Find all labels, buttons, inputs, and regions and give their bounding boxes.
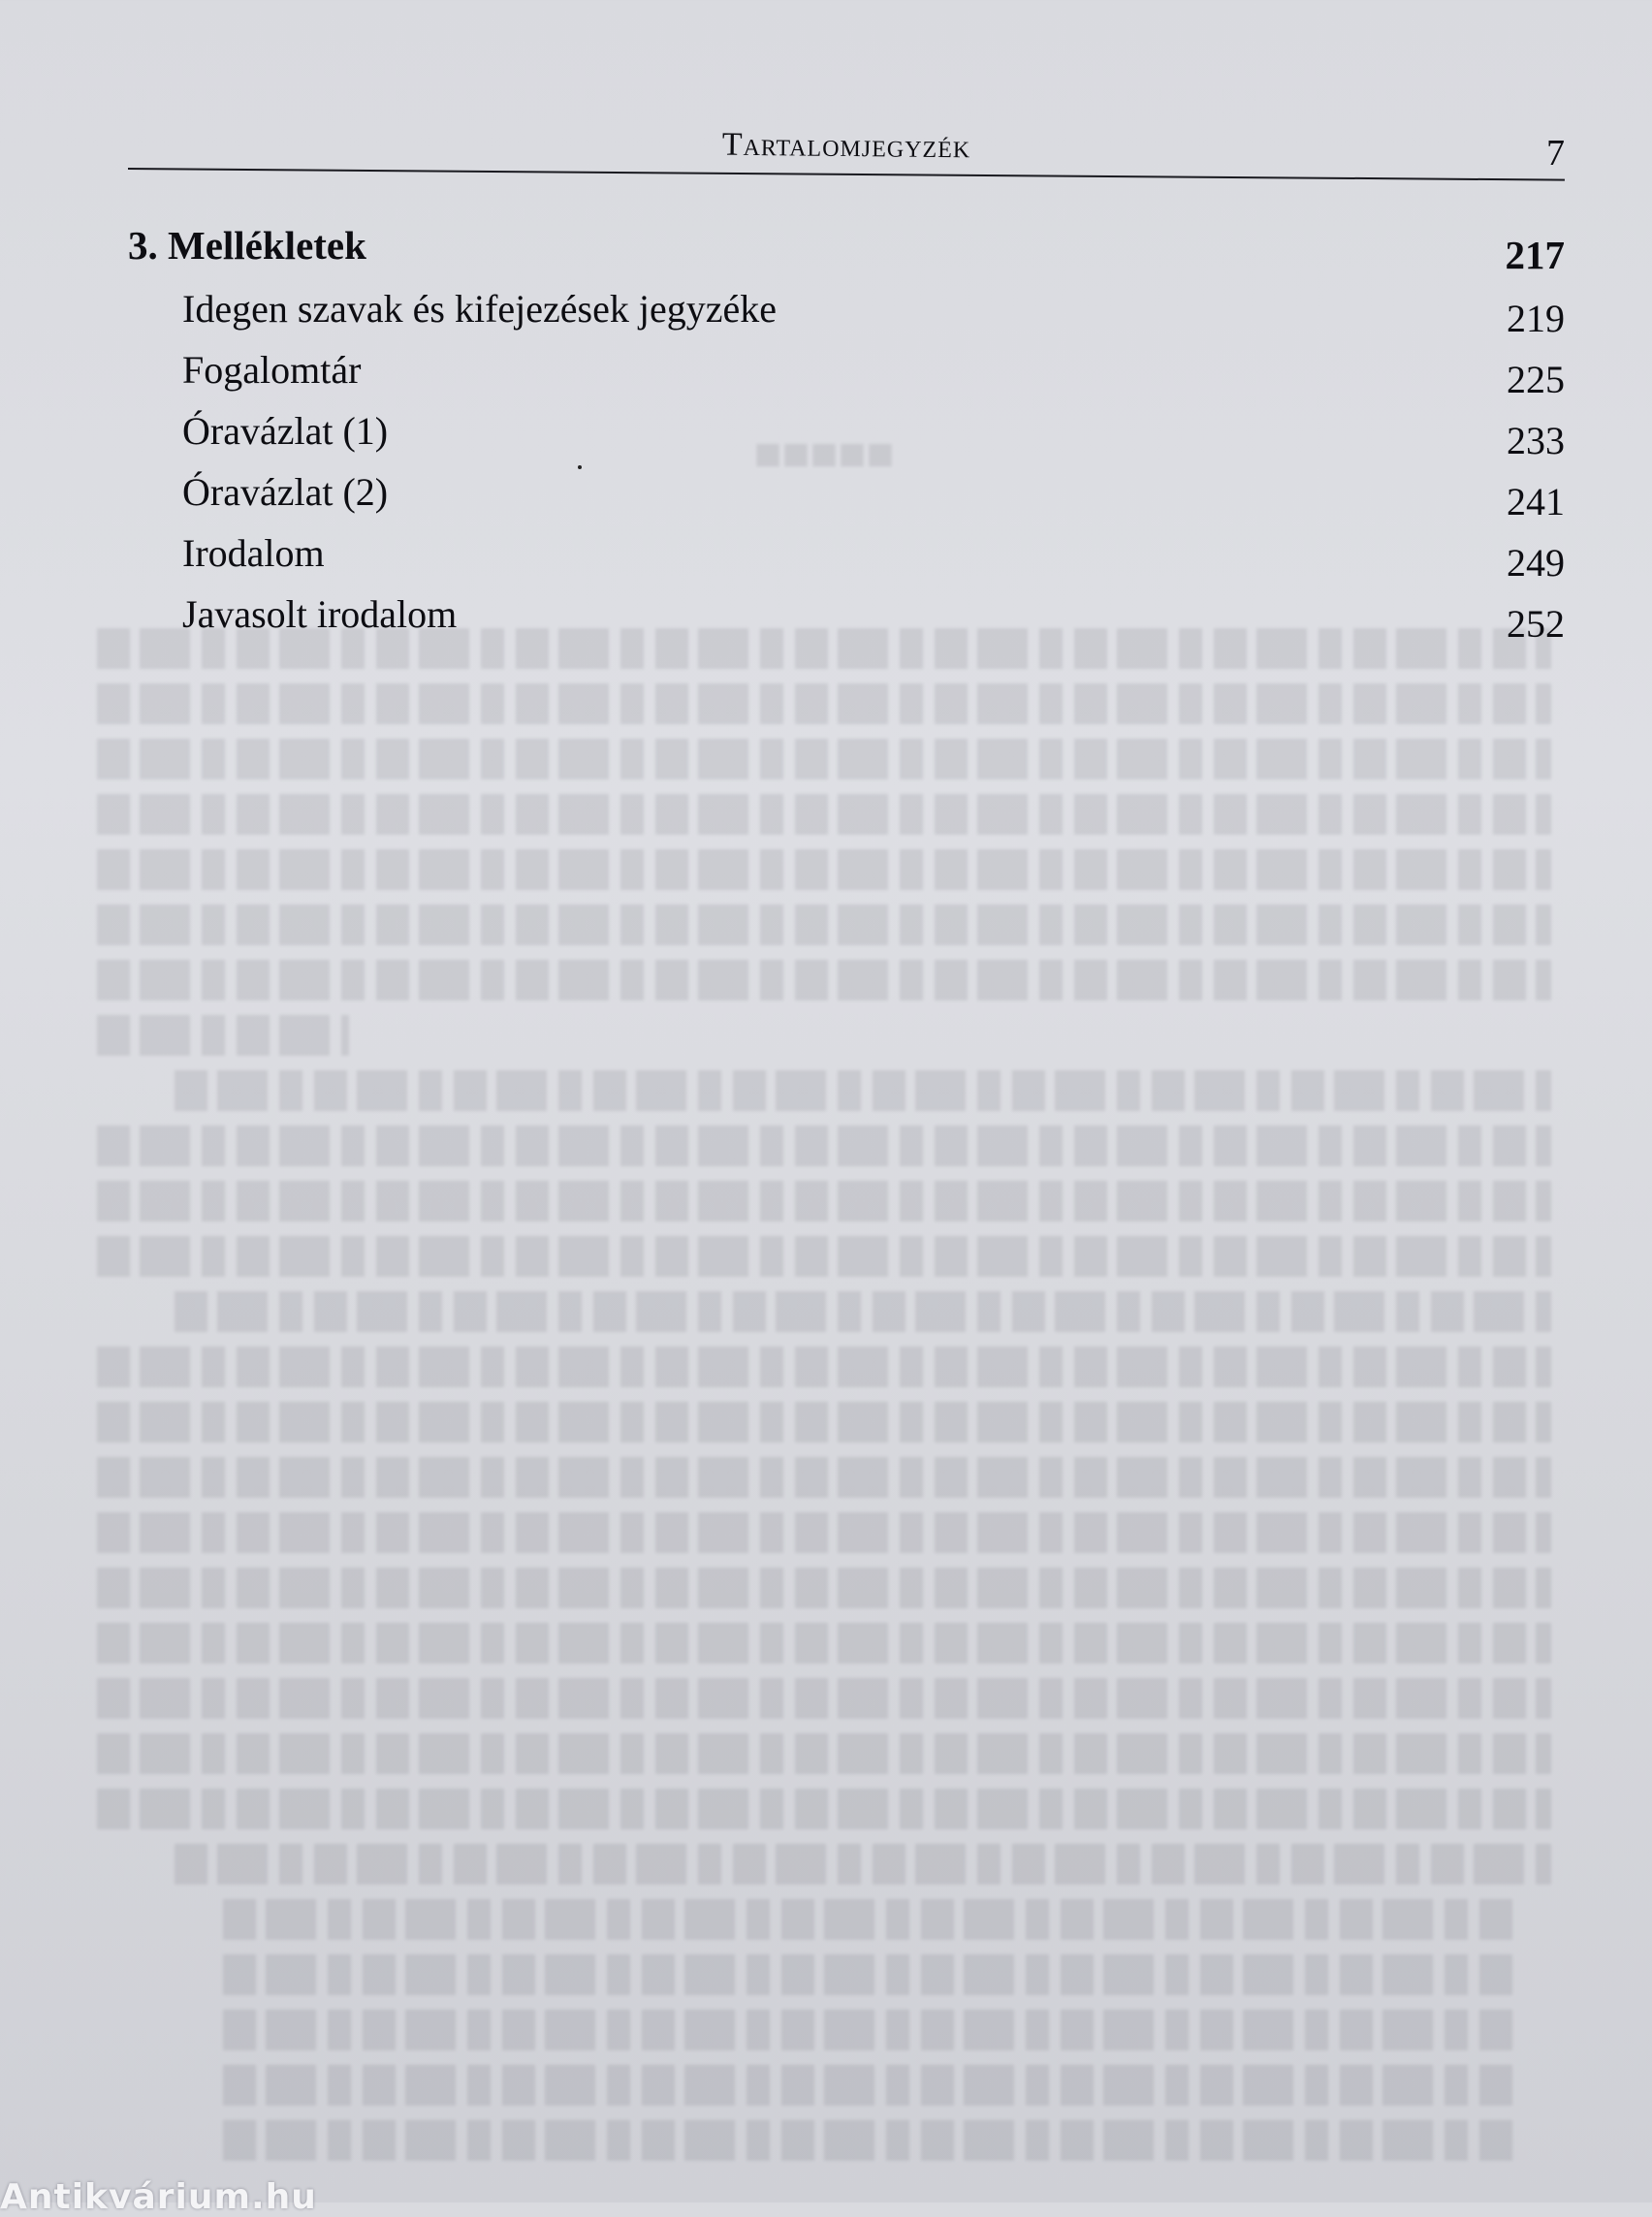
toc-section-label: 3. Mellékletek (128, 223, 366, 268)
toc-entry (128, 408, 1565, 469)
bleed-line (175, 1844, 1551, 1884)
bleed-line (97, 794, 1551, 835)
toc-entry-page: 249 (1507, 541, 1565, 585)
toc-entry (128, 469, 1565, 530)
bleed-line (97, 1512, 1551, 1553)
bleed-line (97, 1678, 1551, 1719)
toc-section-page: 217 (1505, 233, 1565, 277)
bleed-line (97, 683, 1551, 724)
bleed-line (97, 1346, 1551, 1387)
bleed-line (223, 2065, 1522, 2106)
toc-entry-page: 252 (1507, 602, 1565, 646)
toc-entry-label: Óravázlat (1) (182, 409, 389, 453)
bleed-through-text (97, 427, 1551, 2201)
bleed-heading-shape: ■■■■■ (753, 428, 895, 480)
toc-entry-label: Irodalom (182, 531, 325, 575)
bleed-line (97, 1457, 1551, 1498)
bleed-line (97, 1733, 1551, 1774)
toc-entry-page: 225 (1507, 358, 1565, 401)
toc-entry-page: 219 (1507, 297, 1565, 340)
bleed-line (97, 849, 1551, 890)
bleed-line (97, 1125, 1551, 1166)
bleed-line (97, 1789, 1551, 1829)
toc-entry (128, 347, 1565, 408)
bleed-line (223, 1954, 1522, 1995)
bleed-line (223, 2120, 1522, 2161)
toc-entry-label: Fogalomtár (182, 348, 362, 392)
bleed-line (223, 1899, 1522, 1940)
bleed-line (97, 1236, 1551, 1277)
bleed-line (97, 1015, 349, 1056)
bleed-line (97, 904, 1551, 945)
bleed-line (97, 1402, 1551, 1442)
bleed-line (97, 960, 1551, 1000)
toc-entry-page: 241 (1507, 480, 1565, 523)
toc-entry (128, 591, 1565, 652)
bleed-line (97, 739, 1551, 779)
ink-speck (578, 465, 582, 469)
header-title: Tartalomjegyzék (721, 126, 971, 166)
bleed-line (97, 1623, 1551, 1663)
toc-section (128, 218, 1565, 286)
watermark: Antikvárium.hu (0, 2177, 317, 2217)
toc-entry-label: Javasolt irodalom (182, 592, 458, 636)
bleed-line (97, 1568, 1551, 1608)
bleed-line (223, 2010, 1522, 2050)
toc-entry-page: 233 (1507, 419, 1565, 462)
bleed-line (175, 1291, 1551, 1332)
running-header (128, 122, 1565, 180)
toc-entry-label: Óravázlat (2) (182, 470, 389, 514)
table-of-contents (128, 218, 1565, 652)
bleed-line (175, 1070, 1551, 1111)
header-page-number: 7 (1546, 133, 1565, 174)
toc-entry (128, 530, 1565, 591)
toc-entry (128, 286, 1565, 347)
bleed-line (97, 1181, 1551, 1221)
toc-entry-label: Idegen szavak és kifejezések jegyzéke (182, 287, 777, 331)
